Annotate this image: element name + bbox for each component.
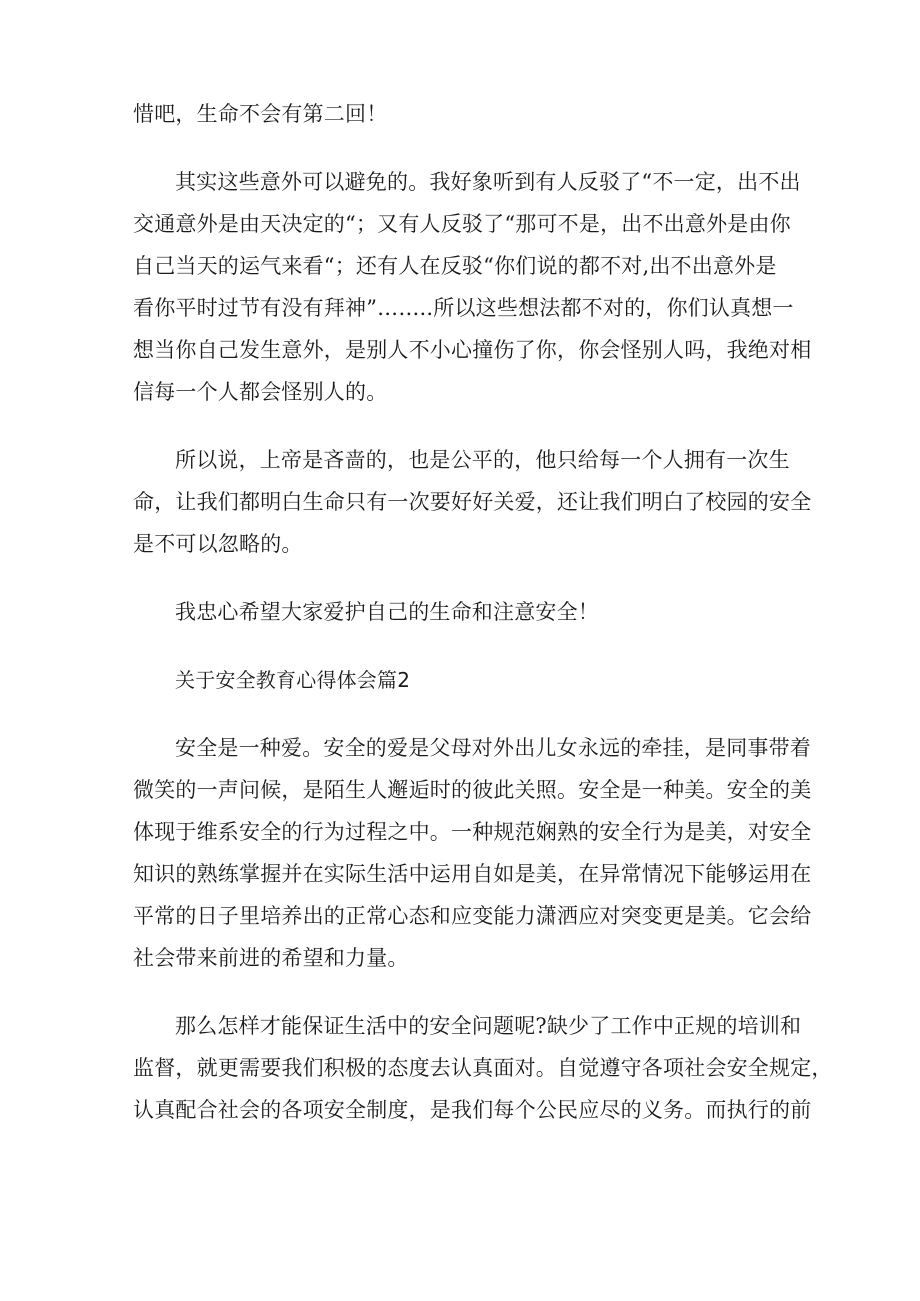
section-heading [133, 659, 793, 701]
paragraph-gap [133, 633, 793, 659]
text-line: 认真配合社会的各项安全制度，是我们每个公民应尽的义务。而执行的前 [133, 1098, 812, 1122]
document-page [133, 93, 833, 1131]
text-line: 其实这些意外可以避免的。我好象听到有人反驳了“不一定，出不出 [175, 170, 801, 194]
paragraph-ensure-safety [133, 1005, 833, 1131]
paragraph-safety-love [133, 727, 812, 979]
text-line: 那么怎样才能保证生活中的安全问题呢?缺少了工作中正规的培训和 [175, 1014, 802, 1038]
text-line: 微笑的一声问候，是陌生人邂逅时的彼此关照。安全是一种美。安全的美 [133, 778, 812, 802]
paragraph-gap [133, 413, 793, 439]
text-line: 是不可以忽略的。 [133, 532, 303, 556]
paragraph-gap [133, 135, 793, 161]
paragraph-gap [133, 701, 793, 727]
text-line: 平常的日子里培养出的正常心态和应变能力潇洒应对突变更是美。它会给 [133, 904, 812, 928]
heading-text: 关于安全教育心得体会篇2 [175, 668, 411, 692]
text-line: 自己当天的运气来看“；还有人在反驳“你们说的都不对,出不出意外是 [133, 254, 777, 278]
text-line: 交通意外是由天决定的“；又有人反驳了“那可不是，出不出意外是由你 [133, 212, 791, 236]
text-line: 知识的熟练掌握并在实际生活中运用自如是美，在异常情况下能够运用在 [133, 862, 812, 886]
text-line: 想当你自己发生意外，是别人不小心撞伤了你，你会怪别人吗，我绝对相 [133, 338, 812, 362]
text-line: 社会带来前进的希望和力量。 [133, 946, 409, 970]
text-line: 我忠心希望大家爱护自己的生命和注意安全！ [175, 600, 599, 624]
text-line: 信每一个人都会怪别人的。 [133, 380, 388, 404]
paragraph-life-once [133, 439, 812, 565]
text-line: 体现于维系安全的行为过程之中。一种规范娴熟的安全行为是美，对安全 [133, 820, 812, 844]
paragraph-continuation [133, 93, 793, 135]
text-line: 所以说，上帝是吝啬的，也是公平的，他只给每一个人拥有一次生 [175, 448, 790, 472]
text-line: 惜吧，生命不会有第二回！ [133, 102, 388, 126]
text-line: 命，让我们都明白生命只有一次要好好关爱，还让我们明白了校园的安全 [133, 490, 812, 514]
paragraph-gap [133, 979, 793, 1005]
text-line: 安全是一种爱。安全的爱是父母对外出儿女永远的牵挂，是同事带着 [175, 736, 811, 760]
paragraph-hope [133, 591, 793, 633]
text-line: 看你平时过节有没有拜神”……..所以这些想法都不对的，你们认真想一 [133, 296, 794, 320]
text-line: 监督，就更需要我们积极的态度去认真面对。自觉遵守各项社会安全规定， [133, 1056, 833, 1080]
paragraph-accidents [133, 161, 812, 413]
paragraph-gap [133, 565, 793, 591]
